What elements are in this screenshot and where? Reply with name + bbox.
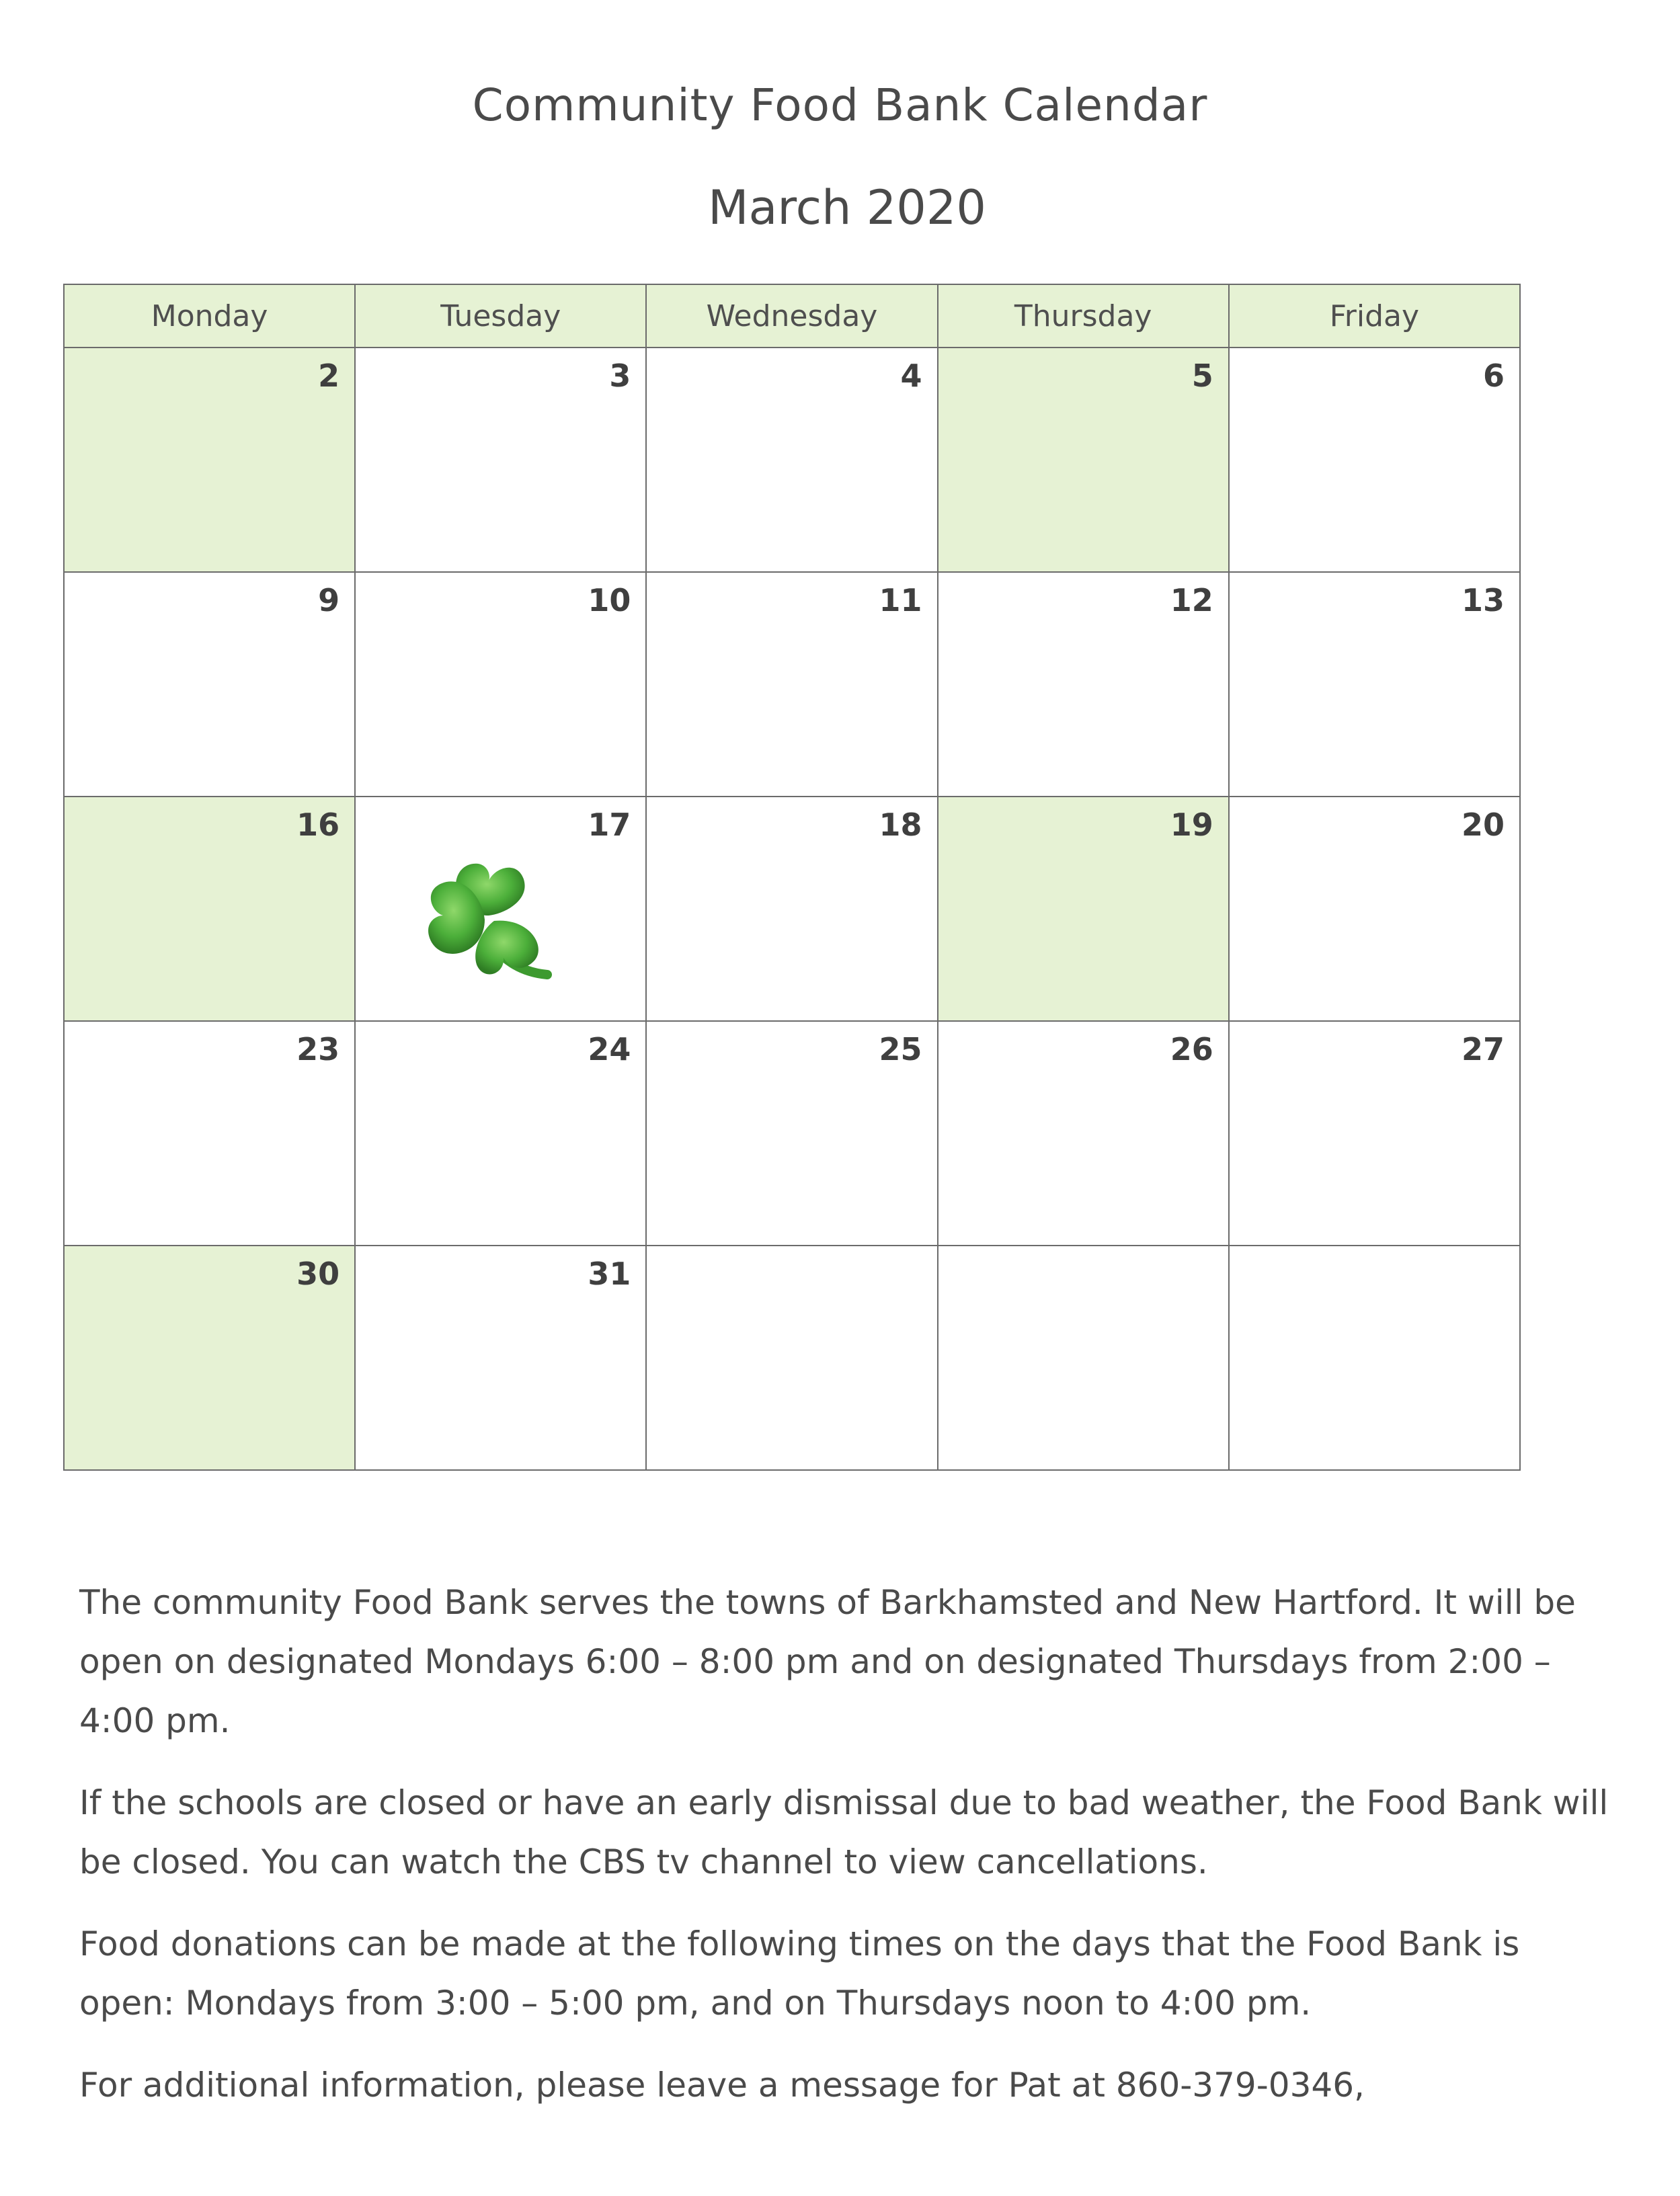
info-paragraph-hours: The community Food Bank serves the towns of Barkhamsted and New Hartford. It will be open on designated Mondays 6:00 – 8:00 pm and on designated Thursdays from 2:00 – 4:00 pm. [79,1583,1576,1740]
day-cell [938,348,1229,572]
day-cell [938,1246,1229,1470]
day-number: 23 [296,1031,340,1067]
day-cell [646,797,937,1021]
week-row [64,1246,1520,1470]
header-tuesday: Tuesday [355,284,646,348]
day-number: 10 [588,582,631,618]
day-cell [1229,1246,1520,1470]
day-cell [1229,1021,1520,1246]
header-friday: Friday [1229,284,1520,348]
day-cell [1229,572,1520,797]
day-number: 27 [1461,1031,1505,1067]
day-cell [64,1246,355,1470]
day-number: 25 [879,1031,922,1067]
day-cell [355,348,646,572]
header-wednesday: Wednesday [646,284,937,348]
weekday-header-row [64,284,1520,348]
month-title: March 2020 [708,180,986,235]
day-cell [938,1021,1229,1246]
header-thursday: Thursday [938,284,1229,348]
day-cell [64,797,355,1021]
day-cell [355,1246,646,1470]
day-number: 31 [588,1256,631,1292]
week-row [64,348,1520,572]
day-number: 9 [318,582,340,618]
day-number [938,1246,1228,1256]
day-cell [64,348,355,572]
calendar-grid [63,284,1521,1471]
day-number: 3 [609,358,631,394]
page-title: Community Food Bank Calendar [472,79,1208,131]
day-cell [646,1246,937,1470]
day-number: 20 [1461,807,1505,843]
day-number: 19 [1170,807,1213,843]
day-cell [938,797,1229,1021]
day-number: 26 [1170,1031,1213,1067]
day-cell [646,1021,937,1246]
info-paragraph-closures: If the schools are closed or have an early dismissal due to bad weather, the Food Bank will be closed. You can watch the CBS tv channel to view cancellations. [79,1783,1609,1881]
day-cell [355,797,646,1021]
day-cell [938,572,1229,797]
week-row [64,797,1520,1021]
day-cell [355,572,646,797]
info-paragraph-contact: For additional information, please leave a message for Pat at 860-379-0346, [79,2066,1365,2105]
day-number: 18 [879,807,922,843]
day-number: 12 [1170,582,1213,618]
day-number: 11 [879,582,922,618]
day-number: 17 [588,807,631,843]
info-text [79,1573,1619,2138]
day-number: 6 [1482,358,1505,394]
day-cell [1229,348,1520,572]
day-cell [1229,797,1520,1021]
day-number [647,1246,936,1256]
day-number: 5 [1191,358,1213,394]
info-paragraph-donations: Food donations can be made at the following times on the days that the Food Bank is open: Mondays from 3:00 – 5:00 pm, and on Thursdays noon to 4:00 pm. [79,1924,1520,2023]
week-row [64,572,1520,797]
day-number: 4 [900,358,922,394]
day-cell [64,1021,355,1246]
day-number: 24 [588,1031,631,1067]
day-number [1230,1246,1519,1256]
day-number: 30 [296,1256,340,1292]
header-monday: Monday [64,284,355,348]
day-cell [64,572,355,797]
week-row [64,1021,1520,1246]
day-number: 2 [318,358,340,394]
day-cell [646,348,937,572]
day-number: 13 [1461,582,1505,618]
day-cell [355,1021,646,1246]
shamrock-icon [409,840,571,995]
day-number: 16 [296,807,340,843]
day-cell [646,572,937,797]
